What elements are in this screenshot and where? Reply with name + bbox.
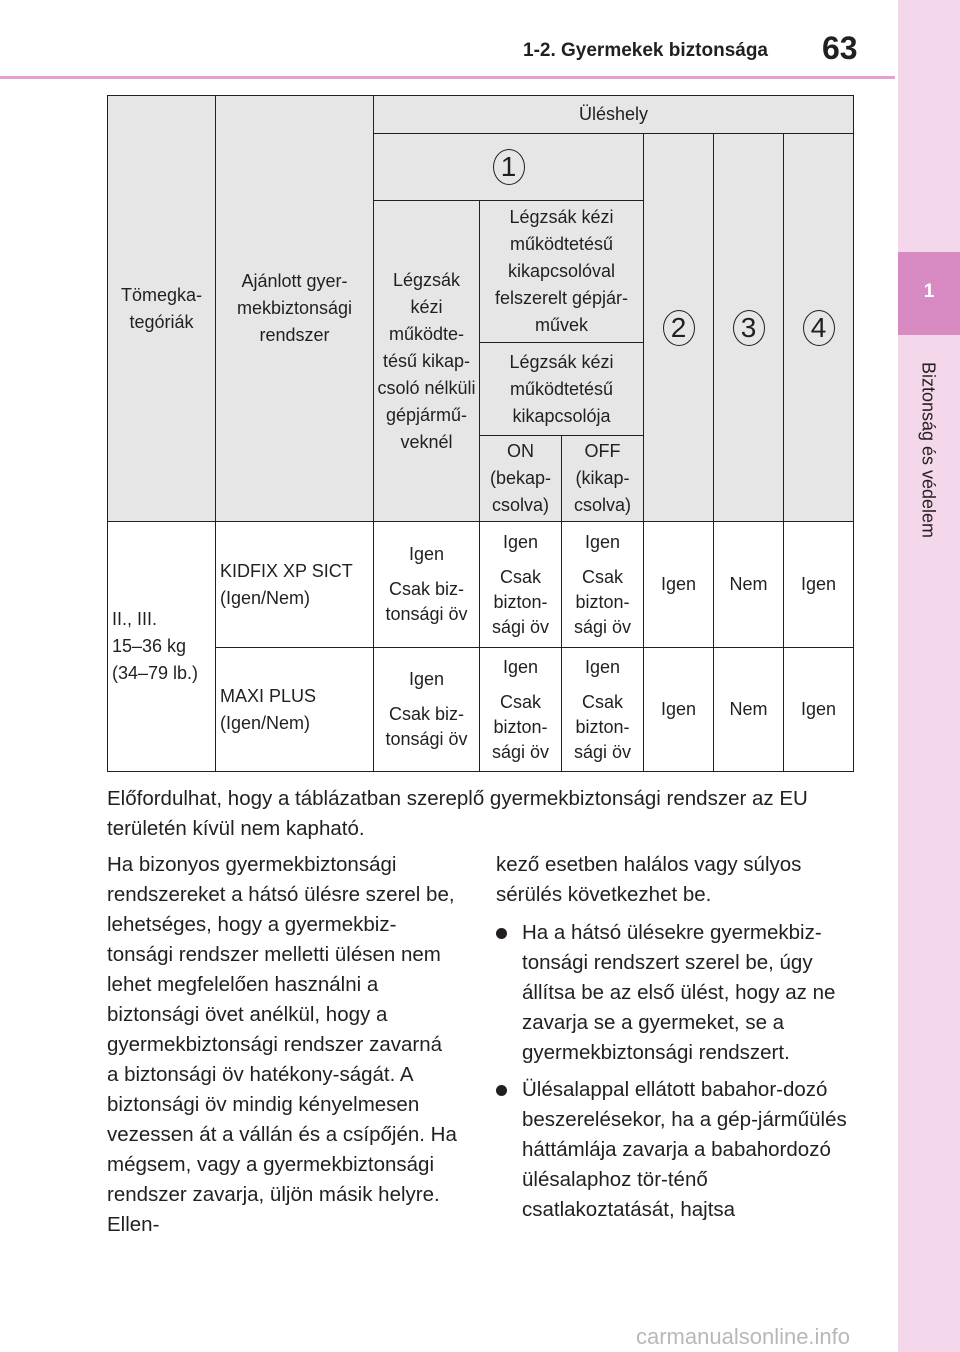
cell-value: Igen — [408, 544, 445, 564]
weight-class-lb: (34–79 lb.) — [112, 663, 199, 683]
seat-4-number: 4 — [803, 310, 835, 346]
right-column-intro: kező esetben halálos vagy súlyos sérülés következhet be. — [496, 853, 802, 906]
cell-value: Igen — [408, 669, 445, 689]
weight-class-name: II., III. — [112, 609, 158, 629]
side-bar — [898, 0, 960, 1352]
chapter-tab — [898, 252, 960, 335]
cell-note: Csak biz-tonsági öv — [385, 579, 468, 624]
page-number: 63 — [822, 30, 858, 66]
seat-1-header — [374, 134, 644, 201]
system-cell — [216, 522, 374, 648]
seat-3-header — [714, 134, 784, 522]
seat-suitability-table — [107, 95, 854, 772]
system-name: KIDFIX XP SICT — [220, 560, 353, 581]
seat-2-header — [644, 134, 714, 522]
bullet-dot-icon — [496, 928, 507, 939]
seat-3-number: 3 — [733, 310, 765, 346]
seat-1-switch-off-cell — [562, 522, 644, 648]
chapter-title: 1-2. Gyermekek biztonsága — [523, 40, 768, 61]
header-with-airbag-switch: Légzsák kézi működtetésű kikapcsolóval felszerelt gépjár-művek — [480, 201, 644, 343]
cell-value: Igen — [584, 531, 621, 552]
system-note: (Igen/Nem) — [220, 712, 311, 733]
seat-4-cell: Igen — [784, 648, 854, 772]
bullet-item — [496, 918, 856, 1068]
seat-3-cell: Nem — [714, 648, 784, 772]
seat-1-switch-on-cell — [480, 648, 562, 772]
seat-1-switch-on-cell — [480, 522, 562, 648]
weight-class-cell — [108, 522, 216, 772]
chapter-tab-label: Biztonság és védelem — [918, 361, 939, 539]
seat-1-no-switch-cell — [374, 522, 480, 648]
header-no-airbag-switch: Légzsák kézi működte-tésű kikap-csoló nélküli gépjármű-veknél — [374, 201, 480, 522]
cell-value: Igen — [502, 656, 539, 677]
chapter-tab-number: 1 — [923, 281, 935, 302]
availability-note: Előfordulhat, hogy a táblázatban szereplő gyermekbiztonsági rendszer az EU területén kívül nem kapható. — [107, 787, 808, 840]
seat-2-cell: Igen — [644, 522, 714, 648]
seat-1-switch-off-cell — [562, 648, 644, 772]
header-switch-on: ON (bekap-csolva) — [480, 436, 562, 522]
watermark: carmanualsonline.info — [636, 1324, 851, 1349]
seat-1-no-switch-cell — [374, 648, 480, 772]
bullet-text: Ülésalappal ellátott babahor-dozó beszerelésekor, ha a gép-járműülés háttámlája zavarja a babahordozó ülésalaphoz tör-ténő csatlakoztatását, hajtsa — [522, 1078, 847, 1221]
header-airbag-switch: Légzsák kézi működtetésű kikapcsolója — [480, 343, 644, 436]
header-rule — [0, 76, 895, 79]
system-name: MAXI PLUS — [220, 685, 317, 706]
cell-note: Csak bizton-sági öv — [573, 566, 632, 637]
cell-value: Igen — [502, 531, 539, 552]
cell-note: Csak bizton-sági öv — [491, 566, 550, 637]
cell-value: Igen — [584, 656, 621, 677]
left-column-text: Ha bizonyos gyermekbiztonsági rendszereket a hátsó ülésre szerel be, lehetséges, hogy a gyermekbiz-tonsági rendszer melletti ülésen nem lehet megfelelően használni a biztonsági övet anélkül, hogy a gyermekbiztonsági rendszer zavarná a biztonsági öv hatékony-ságát. A biztonsági öv mindig kényelmesen vezessen át a vállán és a csípőjén. Ha mégsem, vagy a gyermekbiztonsági rendszer zavarja, üljön másik helyre. Ellen- — [107, 853, 457, 1236]
header-recommended-system: Ajánlott gyer-mekbiztonsági rendszer — [216, 96, 374, 522]
cell-note: Csak bizton-sági öv — [491, 691, 550, 762]
header-weight-class: Tömegka-tegóriák — [108, 96, 216, 522]
seat-2-number: 2 — [663, 310, 695, 346]
cell-note: Csak bizton-sági öv — [573, 691, 632, 762]
bullet-text: Ha a hátsó ülésekre gyermekbiz-tonsági rendszert szerel be, úgy állítsa be az első ülést, hogy az ne zavarja se a gyermeket, se a gyermekbiztonsági rendszert. — [522, 921, 836, 1064]
seat-2-cell: Igen — [644, 648, 714, 772]
bullet-dot-icon — [496, 1085, 507, 1096]
header-switch-off: OFF (kikap-csolva) — [562, 436, 644, 522]
seat-3-cell: Nem — [714, 522, 784, 648]
weight-class-kg: 15–36 kg — [112, 636, 187, 656]
system-note: (Igen/Nem) — [220, 587, 311, 608]
seat-4-cell: Igen — [784, 522, 854, 648]
cell-note: Csak biz-tonsági öv — [385, 704, 468, 749]
seat-4-header — [784, 134, 854, 522]
bullet-item — [496, 1075, 856, 1225]
system-cell — [216, 648, 374, 772]
seat-1-number: 1 — [493, 149, 525, 185]
header-seat-position: Üléshely — [374, 96, 854, 134]
